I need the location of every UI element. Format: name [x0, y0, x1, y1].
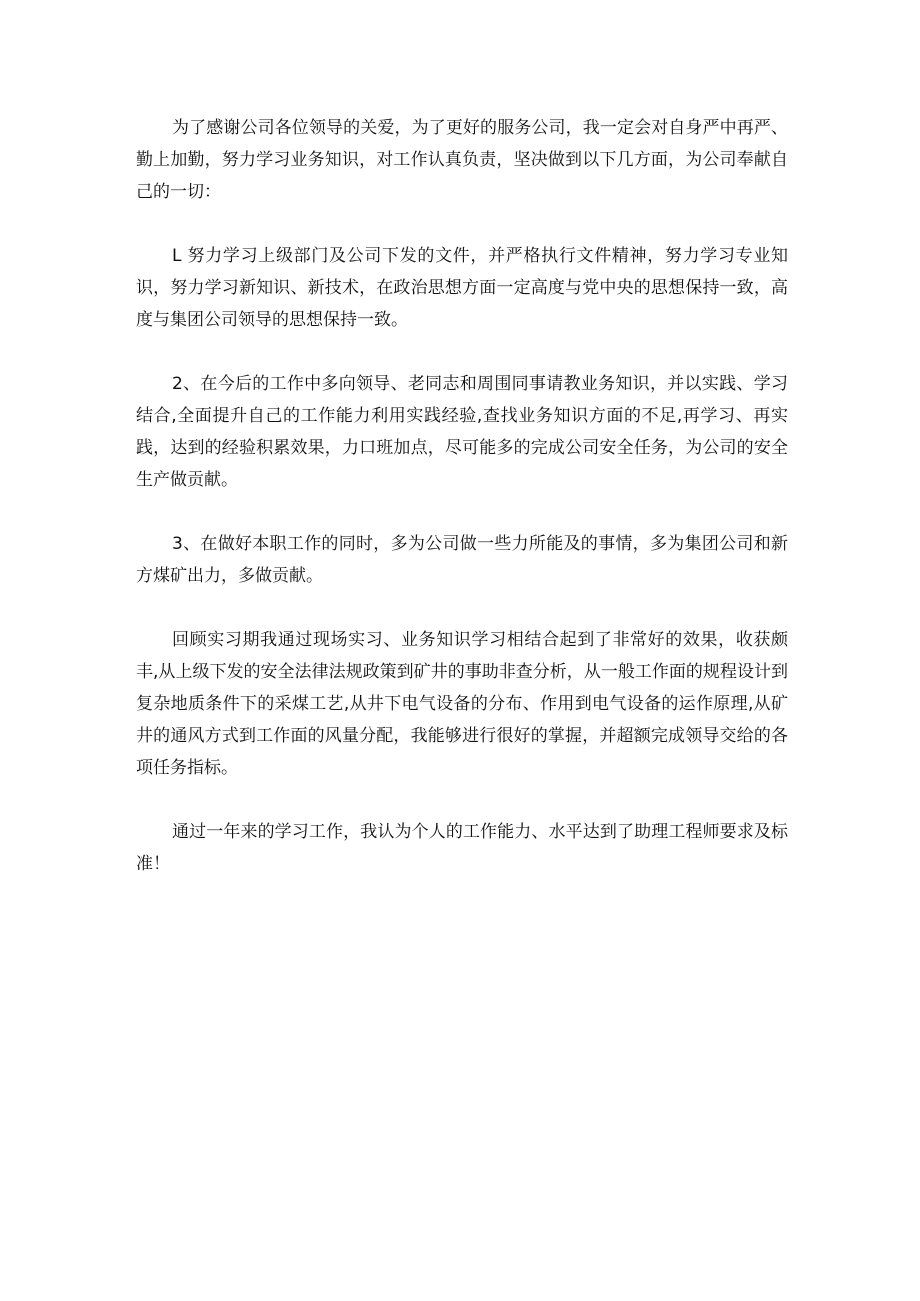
paragraph-item-2: 2、在今后的工作中多向领导、老同志和周围同事请教业务知识，并以实践、学习结合,全面提升自己的工作能力利用实践经验,查找业务知识方面的不足,再学习、再实践，达到的经验积累效果，力口班加点，尽可能多的完成公司安全任务，为公司的安全生产做贡献。 — [136, 374, 788, 490]
paragraph-item-1: L 努力学习上级部门及公司下发的文件，并严格执行文件精神，努力学习专业知识，努力学习新知识、新技术，在政治思想方面一定高度与党中央的思想保持一致，高度与集团公司领导的思想保持一致。 — [136, 246, 788, 330]
paragraph-review: 回顾实习期我通过现场实习、业务知识学习相结合起到了非常好的效果，收获颇丰,从上级下发的安全法律法规政策到矿井的事助非查分析，从一般工作面的规程设计到复杂地质条件下的采煤工艺,从井下电气设备的分布、作用到电气设备的运作原理,从矿井的通风方式到工作面的风量分配，我能够进行很好的掌握，并超额完成领导交给的各项任务指标。 — [136, 630, 788, 778]
paragraph-item-3: 3、在做好本职工作的同时，多为公司做一些力所能及的事情，多为集团公司和新方煤矿出力，多做贡献。 — [136, 534, 788, 586]
document-body — [136, 112, 788, 912]
paragraph-conclusion: 通过一年来的学习工作，我认为个人的工作能力、水平达到了助理工程师要求及标准！ — [136, 822, 788, 874]
paragraph-gratitude: 为了感谢公司各位领导的关爱，为了更好的服务公司，我一定会对自身严中再严、勤上加勤，努力学习业务知识，对工作认真负责，坚决做到以下几方面，为公司奉献自己的一切： — [136, 118, 788, 202]
